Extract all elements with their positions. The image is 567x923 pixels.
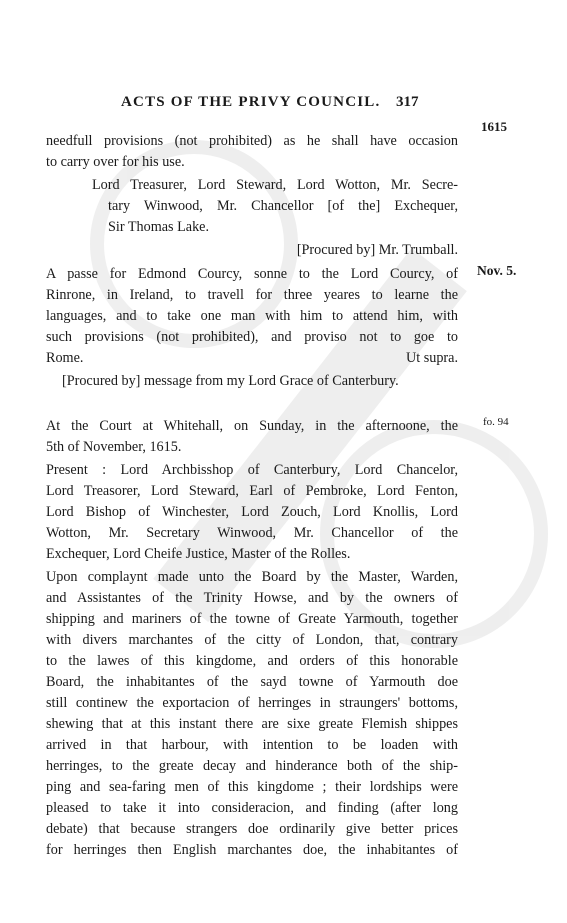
entry2-ut-supra: Ut supra.	[405, 350, 458, 366]
body-line: and Assistantes of the Trinity Howse, and by the owners of	[46, 590, 458, 606]
court-line: At the Court at Whitehall, on Sunday, in the afternoone, the	[46, 418, 458, 434]
body-line: for herringes then English marchantes doe, the inhabitantes of	[46, 842, 458, 858]
present-line: Present : Lord Archbisshop of Canterbury, Lord Chancelor,	[46, 462, 458, 478]
entry1-procured: [Procured by] Mr. Trumball.	[296, 242, 458, 258]
entry1-signers: Lord Treasurer, Lord Steward, Lord Wotton, Mr. Secre-	[92, 177, 458, 193]
body-line: shewing that at this instant there are sixe greate Flemish shippes	[46, 716, 458, 732]
body-line: to the lawes of this kingdome, and orders of this honorable	[46, 653, 458, 669]
body-line: debate) that because strangers doe ordinarily give better prices	[46, 821, 458, 837]
entry2-line: Rome.	[46, 350, 84, 366]
margin-date: Nov. 5.	[477, 263, 517, 278]
margin-folio: fo. 94	[483, 416, 509, 428]
body-line: herringes, to the greate decay and hinderance both of the ship-	[46, 758, 458, 774]
body-line: still continew the exportacion of herringes in straungers' bottoms,	[46, 695, 458, 711]
entry2-line: Rinrone, in Ireland, to travell for three yeares to learne the	[46, 287, 458, 303]
entry2-line: languages, and to take one man with him to attend him, with	[46, 308, 458, 324]
entry2-line: A passe for Edmond Courcy, sonne to the Lord Courcy, of	[46, 266, 458, 282]
present-line: Lord Bishop of Winchester, Lord Zouch, Lord Knollis, Lord	[46, 504, 458, 520]
body-line: ping and sea-faring men of this kingdome ; their lordships were	[46, 779, 458, 795]
body-line: with divers marchantes of the citty of London, that, contrary	[46, 632, 458, 648]
entry2-line: such provisions (not prohibited), and proviso not to goe to	[46, 329, 458, 345]
entry1-signers: Sir Thomas Lake.	[108, 219, 210, 235]
court-line: 5th of November, 1615.	[46, 439, 182, 455]
body-line: Upon complaynt made unto the Board by the Master, Warden,	[46, 569, 458, 585]
entry1-line: needfull provisions (not prohibited) as he shall have occasion	[46, 133, 458, 149]
entry2-procured: [Procured by] message from my Lord Grace of Canterbury.	[62, 373, 399, 389]
margin-year: 1615	[481, 119, 507, 134]
body-line: shipping and mariners of the towne of Greate Yarmouth, together	[46, 611, 458, 627]
page-number: 317	[396, 94, 419, 110]
entry1-line: to carry over for his use.	[46, 154, 185, 170]
present-line: Exchequer, Lord Cheife Justice, Master of the Rolles.	[46, 546, 351, 562]
body-line: pleased to take it into consideracion, and finding (after long	[46, 800, 458, 816]
entry1-signers: tary Winwood, Mr. Chancellor [of the] Exchequer,	[108, 198, 458, 214]
present-line: Lord Treasorer, Lord Steward, Earl of Pembroke, Lord Fenton,	[46, 483, 458, 499]
running-header-title: ACTS OF THE PRIVY COUNCIL.	[121, 94, 381, 110]
present-line: Wotton, Mr. Secretary Winwood, Mr. Chancellor of the	[46, 525, 458, 541]
body-line: arrived in that harbour, with intention to be loaden with	[46, 737, 458, 753]
body-line: Board, the inhabitantes of the sayd towne of Yarmouth doe	[46, 674, 458, 690]
